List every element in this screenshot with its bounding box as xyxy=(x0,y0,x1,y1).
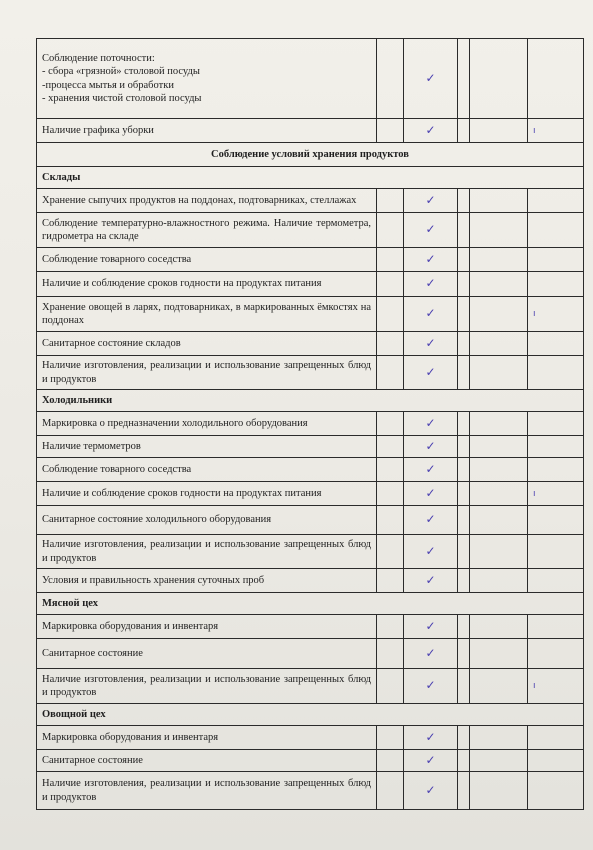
table-row xyxy=(37,482,584,506)
empty-cell xyxy=(458,297,470,332)
criterion-line: Соблюдение поточности: xyxy=(42,53,155,65)
criterion-line: - сбора «грязной» столовой посуды xyxy=(42,66,200,78)
table-row xyxy=(37,535,584,569)
pen-stroke-icon: ı xyxy=(533,681,536,692)
empty-cell xyxy=(377,412,404,436)
empty-cell xyxy=(377,772,404,810)
empty-cell xyxy=(377,506,404,535)
empty-cell xyxy=(377,482,404,506)
pen-stroke-icon: ı xyxy=(533,125,536,136)
checkmark-icon: ✓ xyxy=(425,618,436,633)
check-cell xyxy=(404,436,458,458)
table-row xyxy=(37,569,584,593)
note-cell xyxy=(528,213,584,248)
criterion-text: Наличие изготовления, реализации и использование запрещенных блюд и продуктов xyxy=(37,669,377,704)
empty-cell xyxy=(470,356,528,390)
check-cell xyxy=(404,482,458,506)
table-row xyxy=(37,669,584,704)
note-cell xyxy=(528,119,584,143)
empty-cell xyxy=(458,482,470,506)
section-row xyxy=(37,167,584,189)
table-row xyxy=(37,39,584,119)
empty-cell xyxy=(377,669,404,704)
checkmark-icon: ✓ xyxy=(425,122,436,137)
note-cell xyxy=(528,482,584,506)
checkmark-icon: ✓ xyxy=(425,192,436,207)
empty-cell xyxy=(377,436,404,458)
empty-cell xyxy=(470,189,528,213)
check-cell xyxy=(404,356,458,390)
note-cell xyxy=(528,297,584,332)
criterion-text: Хранение овощей в ларях, подтоварниках, в маркированных ёмкостях на поддонах xyxy=(37,297,377,332)
criterion-text: Наличие изготовления, реализации и использование запрещенных блюд и продуктов xyxy=(37,535,377,569)
empty-cell xyxy=(377,297,404,332)
check-cell xyxy=(404,535,458,569)
criterion-text: Наличие изготовления, реализации и использование запрещенных блюд и продуктов xyxy=(37,356,377,390)
empty-cell xyxy=(377,332,404,356)
empty-cell xyxy=(458,615,470,639)
criterion-text: Маркировка о предназначении холодильного оборудования xyxy=(37,412,377,436)
checkmark-icon: ✓ xyxy=(425,782,436,797)
check-cell xyxy=(404,458,458,482)
table-row xyxy=(37,772,584,810)
empty-cell xyxy=(458,669,470,704)
empty-cell xyxy=(458,569,470,593)
checkmark-icon: ✓ xyxy=(425,678,436,693)
empty-cell xyxy=(377,726,404,750)
check-cell xyxy=(404,772,458,810)
section-row xyxy=(37,593,584,615)
empty-cell xyxy=(377,189,404,213)
empty-cell xyxy=(470,272,528,297)
note-cell xyxy=(528,639,584,669)
section-title: Склады xyxy=(37,167,584,189)
note-cell xyxy=(528,750,584,772)
note-cell xyxy=(528,189,584,213)
empty-cell xyxy=(377,535,404,569)
empty-cell xyxy=(377,750,404,772)
pen-stroke-icon: ı xyxy=(533,488,536,499)
empty-cell xyxy=(470,119,528,143)
table-row xyxy=(37,119,584,143)
note-cell xyxy=(528,535,584,569)
table-row xyxy=(37,189,584,213)
empty-cell xyxy=(470,669,528,704)
criterion-text: Соблюдение товарного соседства xyxy=(37,248,377,272)
criterion-text: Соблюдение температурно-влажностного режима. Наличие термометра, гидрометра на складе xyxy=(37,213,377,248)
checkmark-icon: ✓ xyxy=(425,438,436,453)
checkmark-icon: ✓ xyxy=(425,306,436,321)
table-row xyxy=(37,297,584,332)
empty-cell xyxy=(470,458,528,482)
table-row xyxy=(37,458,584,482)
empty-cell xyxy=(458,458,470,482)
check-cell xyxy=(404,332,458,356)
empty-cell xyxy=(470,248,528,272)
empty-cell xyxy=(458,356,470,390)
empty-cell xyxy=(470,297,528,332)
empty-cell xyxy=(458,332,470,356)
table-row xyxy=(37,436,584,458)
empty-cell xyxy=(470,615,528,639)
note-cell xyxy=(528,615,584,639)
checkmark-icon: ✓ xyxy=(425,70,436,85)
empty-cell xyxy=(470,39,528,119)
criterion-text: Наличие изготовления, реализации и использование запрещенных блюд и продуктов xyxy=(37,772,377,810)
section-title: Холодильники xyxy=(37,390,584,412)
empty-cell xyxy=(458,412,470,436)
criterion-line: - хранения чистой столовой посуды xyxy=(42,92,202,104)
empty-cell xyxy=(458,213,470,248)
empty-cell xyxy=(458,506,470,535)
empty-cell xyxy=(470,750,528,772)
table-row xyxy=(37,332,584,356)
check-cell xyxy=(404,39,458,119)
criterion-text: Наличие термометров xyxy=(37,436,377,458)
checkmark-icon: ✓ xyxy=(425,512,436,527)
pen-stroke-icon: ı xyxy=(533,309,536,320)
criterion-text: Санитарное состояние холодильного оборудования xyxy=(37,506,377,535)
criterion-text: Наличие и соблюдение сроков годности на продуктах питания xyxy=(37,272,377,297)
note-cell xyxy=(528,506,584,535)
criterion-text: Условия и правильность хранения суточных проб xyxy=(37,569,377,593)
checkmark-icon: ✓ xyxy=(425,543,436,558)
empty-cell xyxy=(470,506,528,535)
note-cell xyxy=(528,669,584,704)
criterion-text: Маркировка оборудования и инвентаря xyxy=(37,615,377,639)
check-cell xyxy=(404,506,458,535)
criterion-text: Санитарное состояние xyxy=(37,639,377,669)
empty-cell xyxy=(470,772,528,810)
checkmark-icon: ✓ xyxy=(425,645,436,660)
table-row xyxy=(37,213,584,248)
checkmark-icon: ✓ xyxy=(425,276,436,291)
check-cell xyxy=(404,119,458,143)
empty-cell xyxy=(470,436,528,458)
section-row xyxy=(37,390,584,412)
empty-cell xyxy=(458,248,470,272)
check-cell xyxy=(404,189,458,213)
criterion-text: Хранение сыпучих продуктов на поддонах, подтоварниках, стеллажах xyxy=(37,189,377,213)
table-row xyxy=(37,356,584,390)
table-row xyxy=(37,750,584,772)
empty-cell xyxy=(458,272,470,297)
criterion-text: Наличие графика уборки xyxy=(37,119,377,143)
empty-cell xyxy=(377,569,404,593)
empty-cell xyxy=(377,615,404,639)
criterion-text: Маркировка оборудования и инвентаря xyxy=(37,726,377,750)
empty-cell xyxy=(377,458,404,482)
check-cell xyxy=(404,213,458,248)
note-cell xyxy=(528,248,584,272)
inspection-table xyxy=(36,38,584,810)
checkmark-icon: ✓ xyxy=(425,364,436,379)
table-row xyxy=(37,506,584,535)
note-cell xyxy=(528,569,584,593)
check-cell xyxy=(404,297,458,332)
empty-cell xyxy=(377,272,404,297)
empty-cell xyxy=(470,412,528,436)
note-cell xyxy=(528,356,584,390)
criterion-text: Санитарное состояние складов xyxy=(37,332,377,356)
section-title: Мясной цех xyxy=(37,593,584,615)
section-heading: Соблюдение условий хранения продуктов xyxy=(37,143,584,167)
table-heading-row xyxy=(37,143,584,167)
empty-cell xyxy=(458,189,470,213)
empty-cell xyxy=(458,750,470,772)
check-cell xyxy=(404,272,458,297)
empty-cell xyxy=(377,119,404,143)
criterion-text: Санитарное состояние xyxy=(37,750,377,772)
empty-cell xyxy=(377,356,404,390)
note-cell xyxy=(528,458,584,482)
empty-cell xyxy=(377,639,404,669)
note-cell xyxy=(528,436,584,458)
checkmark-icon: ✓ xyxy=(425,572,436,587)
empty-cell xyxy=(470,535,528,569)
check-cell xyxy=(404,569,458,593)
empty-cell xyxy=(470,726,528,750)
table-row xyxy=(37,412,584,436)
empty-cell xyxy=(470,482,528,506)
empty-cell xyxy=(458,119,470,143)
checkmark-icon: ✓ xyxy=(425,461,436,476)
check-cell xyxy=(404,750,458,772)
checkmark-icon: ✓ xyxy=(425,222,436,237)
criterion-line: -процесса мытья и обработки xyxy=(42,79,174,91)
checkmark-icon: ✓ xyxy=(425,729,436,744)
note-cell xyxy=(528,39,584,119)
note-cell xyxy=(528,726,584,750)
check-cell xyxy=(404,669,458,704)
note-cell xyxy=(528,412,584,436)
checkmark-icon: ✓ xyxy=(425,415,436,430)
empty-cell xyxy=(458,535,470,569)
table-row xyxy=(37,615,584,639)
check-cell xyxy=(404,412,458,436)
check-cell xyxy=(404,639,458,669)
empty-cell xyxy=(458,436,470,458)
section-title: Овощной цех xyxy=(37,704,584,726)
empty-cell xyxy=(458,639,470,669)
checkmark-icon: ✓ xyxy=(425,251,436,266)
criterion-text: Наличие и соблюдение сроков годности на продуктах питания xyxy=(37,482,377,506)
checkmark-icon: ✓ xyxy=(425,485,436,500)
checkmark-icon: ✓ xyxy=(425,752,436,767)
note-cell xyxy=(528,772,584,810)
empty-cell xyxy=(470,569,528,593)
empty-cell xyxy=(377,213,404,248)
criterion-text xyxy=(37,39,377,119)
checkmark-icon: ✓ xyxy=(425,335,436,350)
empty-cell xyxy=(458,39,470,119)
check-cell xyxy=(404,615,458,639)
empty-cell xyxy=(377,248,404,272)
empty-cell xyxy=(458,726,470,750)
empty-cell xyxy=(470,213,528,248)
note-cell xyxy=(528,332,584,356)
table-row xyxy=(37,272,584,297)
table-row xyxy=(37,639,584,669)
empty-cell xyxy=(458,772,470,810)
note-cell xyxy=(528,272,584,297)
check-cell xyxy=(404,248,458,272)
criterion-text: Соблюдение товарного соседства xyxy=(37,458,377,482)
empty-cell xyxy=(377,39,404,119)
check-cell xyxy=(404,726,458,750)
empty-cell xyxy=(470,332,528,356)
empty-cell xyxy=(470,639,528,669)
table-row xyxy=(37,726,584,750)
section-row xyxy=(37,704,584,726)
table-row xyxy=(37,248,584,272)
